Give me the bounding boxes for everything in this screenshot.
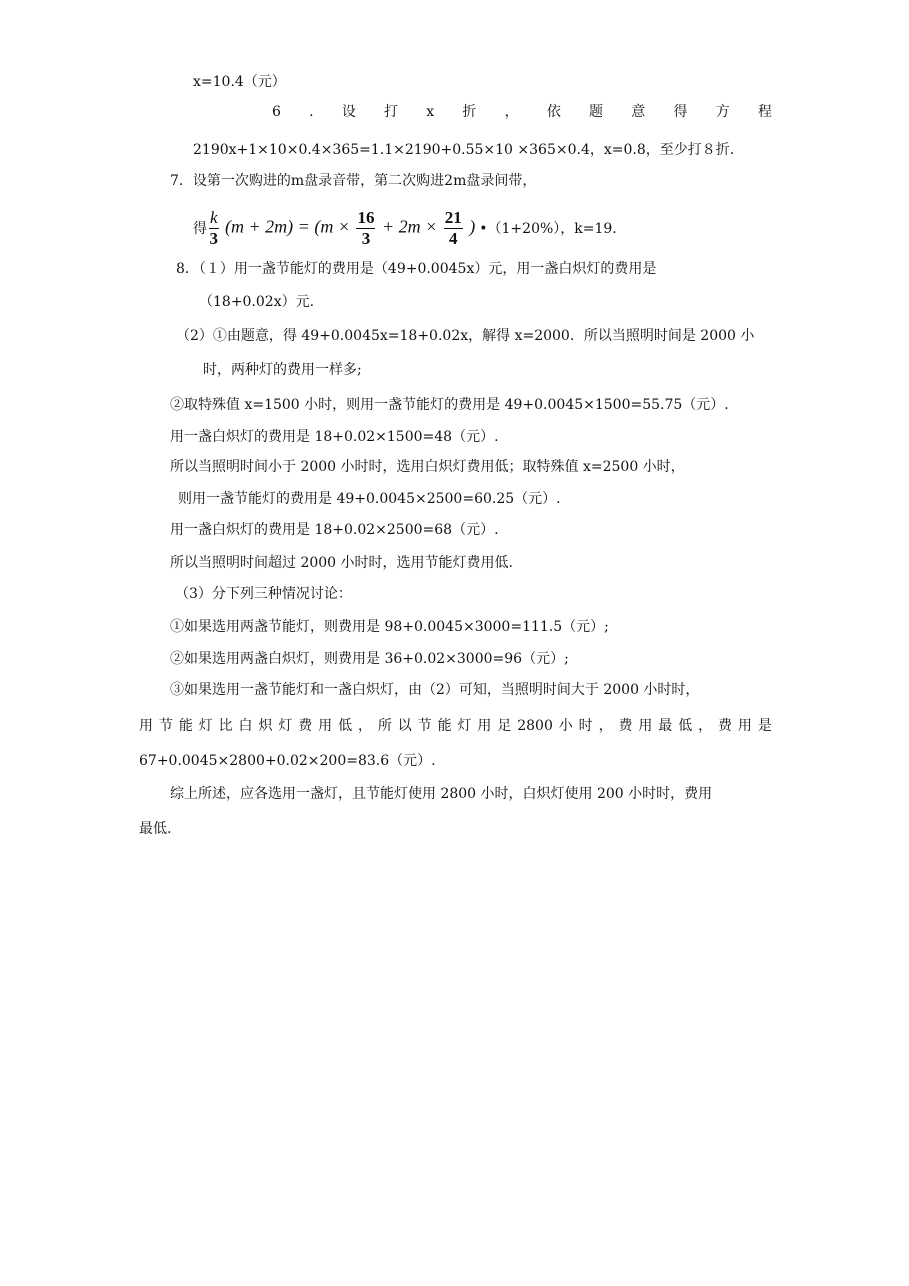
spread20-token-3: 灯 (198, 718, 213, 734)
fraction-denominator: 3 (209, 228, 219, 248)
line-13: 则用一盏节能灯的费用是 49+0.0045×2500=60.25（元）. (178, 491, 561, 507)
spread20-token-21: 时 (578, 718, 593, 734)
spread20-token-10: 低 (338, 718, 353, 734)
spread20-token-11: ， (357, 718, 372, 734)
line-16: （3）分下列三种情况讨论： (175, 586, 352, 602)
line-23: 最低. (139, 821, 172, 837)
line-18: ②如果选用两盏白炽灯，则费用是 36+0.02×3000=96（元）; (170, 651, 569, 667)
problem-7-formula (193, 203, 617, 253)
line-7: （18+0.02x）元. (199, 294, 315, 310)
spread20-token-5: 白 (238, 718, 253, 734)
spread6-token-6: ， (504, 104, 519, 120)
spread20-token-9: 用 (318, 718, 333, 734)
spread20-token-4: 比 (218, 718, 233, 734)
spread20-token-18: 足 (497, 718, 512, 734)
line-21: 67+0.0045×2800+0.02×200=83.6（元）. (139, 753, 436, 769)
spread20-token-27: ， (698, 718, 713, 734)
line-3: 2190x+1×10×0.4×365=1.1×2190+0.55×10 ×365×0.4，x=0.8，至少打８折. (193, 142, 735, 158)
spread6-token-2: 设 (341, 104, 356, 120)
fraction-k-over-3 (209, 208, 219, 249)
spread6-token-1: . (309, 104, 314, 120)
spread6-token-10: 得 (673, 104, 688, 120)
formula-suffix: •（1+20%），k=19. (479, 221, 617, 237)
spread20-token-13: 以 (397, 718, 412, 734)
line-14: 用一盏白炽灯的费用是 18+0.02×2500=68（元）. (170, 522, 499, 538)
spread20-token-28: 费 (718, 718, 733, 734)
spread20-token-22: ， (598, 718, 613, 734)
line-19: ③如果选用一盏节能灯和一盏白炽灯，由（2）可知，当照明时间大于 2000 小时时， (170, 682, 700, 698)
spread6-token-9: 意 (631, 104, 646, 120)
line-8: （2）①由题意，得 49+0.0045x=18+0.02x，解得 x=2000．所以当照明时间是 2000 小 (176, 328, 755, 344)
spread20-token-19: 2800 (517, 718, 553, 734)
line-22: 综上所述，应各选用一盏灯，且节能灯使用 2800 小时，白炽灯使用 200 小时时，费用 (170, 786, 713, 802)
spread20-token-0: 用 (139, 718, 153, 734)
spread6-token-12: 程 (757, 104, 772, 120)
spread20-token-7: 灯 (278, 718, 293, 734)
fraction-16-over-3 (356, 208, 375, 249)
spread20-token-12: 所 (377, 718, 392, 734)
problem-6-spread-line (272, 102, 772, 122)
spread6-token-3: 打 (384, 104, 399, 120)
line-9: 时，两种灯的费用一样多; (203, 362, 362, 378)
spread20-token-30: 是 (757, 718, 772, 734)
spread6-token-0: 6 (272, 104, 281, 120)
spread20-token-23: 费 (618, 718, 633, 734)
spread20-token-20: 小 (558, 718, 573, 734)
spread20-token-15: 能 (437, 718, 452, 734)
line-20-spread (139, 716, 772, 736)
line-15: 所以当照明时间超过 2000 小时时，选用节能灯费用低. (170, 555, 513, 571)
spread20-token-25: 最 (658, 718, 673, 734)
formula-part-2: + 2m × (381, 216, 438, 237)
spread6-token-8: 题 (589, 104, 604, 120)
formula-part-3: ) (469, 216, 476, 237)
spread6-token-11: 方 (715, 104, 730, 120)
fraction-denominator: 4 (449, 228, 458, 248)
spread20-token-17: 用 (477, 718, 492, 734)
line-1: x=10.4（元） (193, 74, 286, 90)
formula-prefix: 得 (193, 221, 207, 237)
spread6-token-5: 折 (462, 104, 477, 120)
spread20-token-16: 灯 (457, 718, 472, 734)
fraction-denominator: 3 (361, 228, 371, 248)
fraction-numerator: 21 (444, 207, 462, 227)
spread20-token-29: 用 (737, 718, 752, 734)
fraction-21-over-4 (444, 208, 463, 249)
spread20-token-8: 费 (298, 718, 313, 734)
spread20-token-26: 低 (678, 718, 693, 734)
line-10: ②取特殊值 x=1500 小时，则用一盏节能灯的费用是 49+0.0045×1500=55.75（元）. (170, 397, 729, 413)
spread20-token-24: 用 (638, 718, 653, 734)
line-6: 8．（１）用一盏节能灯的费用是（49+0.0045x）元，用一盏白炽灯的费用是 (176, 261, 657, 277)
fraction-numerator: k (210, 207, 218, 227)
line-12: 所以当照明时间小于 2000 小时时，选用白炽灯费用低；取特殊值 x=2500 小时， (170, 459, 685, 475)
fraction-numerator: 16 (357, 207, 375, 227)
line-17: ①如果选用两盏节能灯，则费用是 98+0.0045×3000=111.5（元）; (170, 619, 609, 635)
line-11: 用一盏白炽灯的费用是 18+0.02×1500=48（元）. (170, 429, 499, 445)
spread20-token-2: 能 (178, 718, 193, 734)
spread20-token-6: 炽 (258, 718, 273, 734)
spread6-token-7: 依 (546, 104, 561, 120)
spread6-token-4: x (426, 104, 435, 120)
spread20-token-14: 节 (417, 718, 432, 734)
formula-part-1: (m + 2m) = (m × (225, 216, 350, 237)
line-4: 7．设第一次购进的m盘录音带，第二次购进2m盘录间带， (170, 173, 537, 189)
spread20-token-1: 节 (158, 718, 173, 734)
